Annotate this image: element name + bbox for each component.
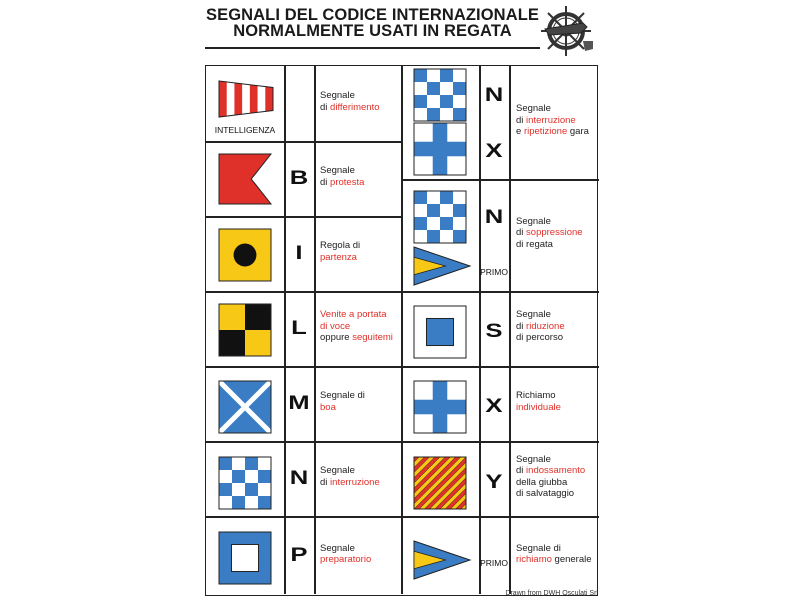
letter-label-x: X: [485, 396, 503, 417]
b-flag-icon: [219, 154, 271, 204]
letter-label-primo: PRIMO: [480, 267, 508, 277]
letter-label-n: N: [484, 207, 504, 228]
letter-label-i: I: [295, 242, 303, 264]
letter-label-x: X: [485, 141, 503, 162]
y-flag-icon: [414, 457, 466, 509]
ship-wheel-icon: [535, 3, 597, 59]
credit-text: Drawn from DWH Osculati Srl: [505, 590, 598, 597]
signal-description: Segnale di differimento: [320, 90, 380, 113]
page-title-line-1: SEGNALI DEL CODICE INTERNAZIONALE: [205, 6, 539, 24]
letter-label-m: M: [288, 392, 310, 414]
title-underline: [205, 47, 540, 49]
s-flag-icon: [414, 306, 466, 358]
first-substitute-pennant-icon: [414, 541, 470, 579]
n-flag-icon: [219, 457, 271, 509]
letter-label-n: N: [289, 467, 309, 489]
letter-label-n: N: [484, 85, 504, 106]
signal-description: Venite a portata di voce oppure seguitemi: [320, 309, 393, 344]
first-substitute-pennant-icon: [414, 247, 470, 285]
intelligenza-pennant-icon: [219, 81, 273, 117]
m-flag-icon: [219, 381, 271, 433]
n-flag-icon: [414, 191, 466, 243]
letter-label-b: B: [289, 167, 309, 189]
signal-description: Segnale preparatorio: [320, 542, 372, 565]
letter-label-primo: PRIMO: [480, 558, 508, 568]
signal-description: Segnale di boa: [320, 390, 365, 413]
flag-label-intelligenza: INTELLIGENZA: [214, 125, 276, 135]
letter-label-l: L: [291, 317, 307, 339]
x-flag-icon: [414, 123, 466, 175]
signal-description: Segnale di interruzione e ripetizione gara: [516, 103, 589, 138]
page-title-line-2: NORMALMENTE USATI IN REGATA: [233, 22, 512, 40]
signal-description: Regola di partenza: [320, 240, 361, 263]
letter-label-s: S: [485, 321, 503, 342]
signal-description: Richiamo individuale: [516, 390, 561, 413]
signal-description: Segnale di soppressione di regata: [516, 215, 583, 250]
signal-description: Segnale di protesta: [320, 165, 365, 188]
x-flag-icon: [414, 381, 466, 433]
letter-label-y: Y: [485, 472, 503, 493]
signal-description: Segnale di riduzione di percorso: [516, 309, 565, 344]
letter-label-p: P: [290, 545, 308, 566]
signal-table: [205, 65, 598, 596]
i-flag-icon: [219, 229, 271, 281]
signal-description: Segnale di indossamento della giubba di salvataggio: [516, 453, 586, 499]
l-flag-icon: [219, 304, 271, 356]
signal-description: Segnale di interruzione: [320, 465, 380, 488]
n-flag-icon: [414, 69, 466, 121]
p-flag-icon: [219, 532, 271, 584]
signal-description: Segnale di richiamo generale: [516, 542, 592, 565]
